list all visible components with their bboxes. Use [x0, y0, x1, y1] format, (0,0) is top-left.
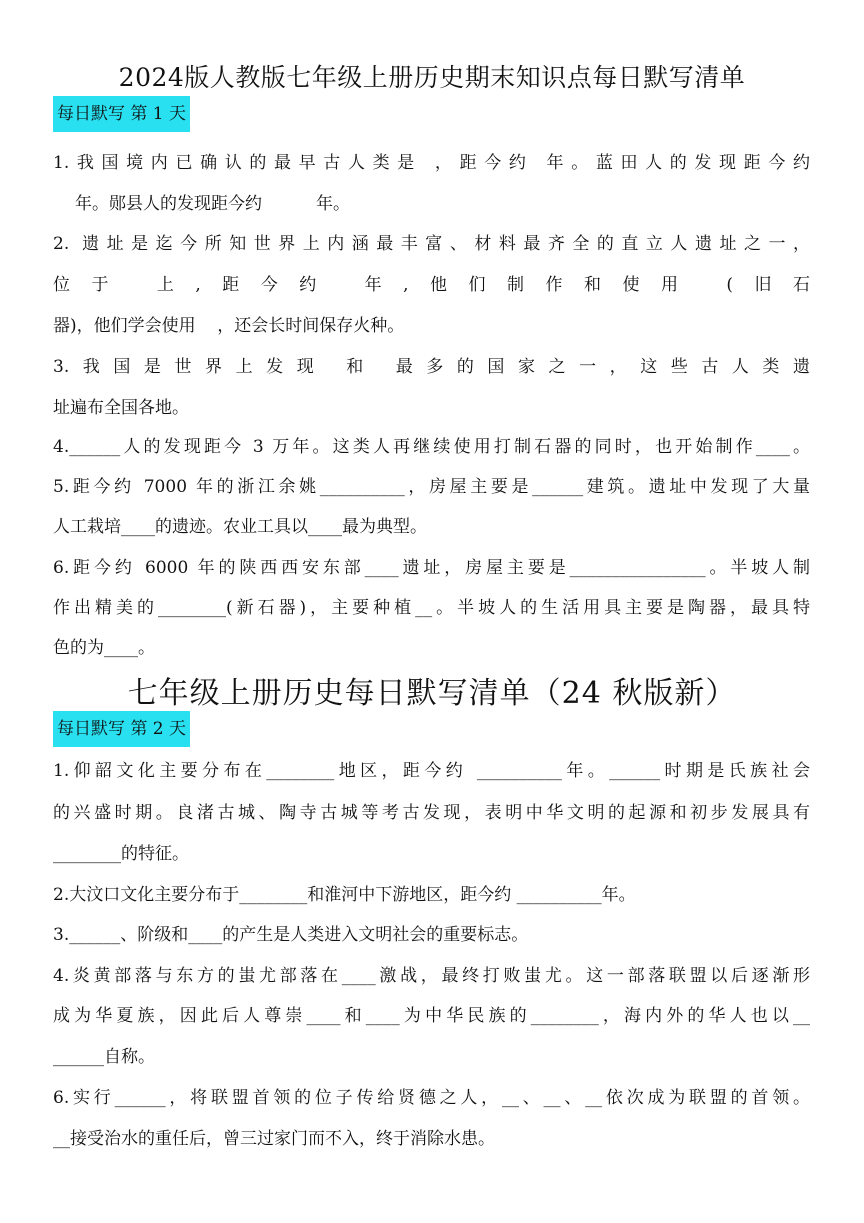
s1-line-8: 4.______人的发现距今 3 万年。这类人再继续使用打制石器的同时，也开始制作____。	[53, 437, 810, 457]
page-title: 2024版人教版七年级上册历史期末知识点每日默写清单	[118, 63, 746, 92]
s2-line-2: 的兴盛时期。良渚古城、陶寺古城等考古发现，表明中华文明的起源和初步发展具有	[53, 803, 810, 823]
s2-line-1: 1.仰韶文化主要分布在________地区，距今约 __________年。______时期是氏族社会	[53, 761, 810, 781]
s2-line-3: ________的特征。	[53, 844, 189, 864]
s2-line-7: 成为华夏族，因此后人尊崇____和____为中华民族的________，海内外的华人也以__	[53, 1006, 810, 1026]
day-1-label: 每日默写 第 1 天	[53, 96, 190, 132]
s1-line-11: 6.距今约 6000 年的陕西西安东部____遗址，房屋主要是________________。半坡人制	[53, 558, 810, 578]
s1-line-3: 2. 遗址是迄今所知世界上内涵最丰富、材料最齐全的直立人遗址之一，	[53, 234, 810, 254]
s2-line-8: ______自称。	[53, 1047, 155, 1067]
s2-line-6: 4.炎黄部落与东方的蚩尤部落在____激战，最终打败蚩尤。这一部落联盟以后逐渐形	[53, 966, 810, 986]
section-title: 七年级上册历史每日默写清单（24 秋版新）	[127, 676, 737, 711]
s1-line-12: 作出精美的________(新石器)，主要种植__。半坡人的生活用具主要是陶器，最具特	[53, 598, 810, 618]
s2-line-10: __接受治水的重任后，曾三过家门而不入，终于消除水患。	[53, 1129, 495, 1149]
s2-line-5: 3.______、阶级和____的产生是人类进入文明社会的重要标志。	[53, 925, 529, 945]
s1-line-7: 址遍布全国各地。	[53, 398, 189, 418]
s1-line-4: 位于 上,距今约 年,他们制作和使用 (旧石	[53, 275, 810, 295]
day-2-label: 每日默写 第 2 天	[53, 711, 190, 747]
s2-line-9: 6.实行______，将联盟首领的位子传给贤德之人，__、__、__依次成为联盟的首领。	[53, 1088, 810, 1108]
s1-line-13: 色的为____。	[53, 638, 155, 658]
s1-line-10: 人工栽培____的遗迹。农业工具以____最为典型。	[53, 517, 427, 537]
s2-line-4: 2.大汶口文化主要分布于________和淮河中下游地区，距今约 __________年。	[53, 885, 636, 905]
s1-line-5: 器)，他们学会使用 ，还会长时间保存火种。	[53, 316, 405, 336]
s1-line-2: 年。郧县人的发现距今约 年。	[75, 194, 351, 214]
s1-line-1: 1.我国境内已确认的最早古人类是 ，距今约 年。蓝田人的发现距今约	[53, 153, 810, 173]
s1-line-6: 3.我国是世界上发现 和 最多的国家之一，这些古人类遗	[53, 357, 810, 377]
s1-line-9: 5.距今约 7000 年的浙江余姚__________，房屋主要是______建筑。遗址中发现了大量	[53, 477, 810, 497]
